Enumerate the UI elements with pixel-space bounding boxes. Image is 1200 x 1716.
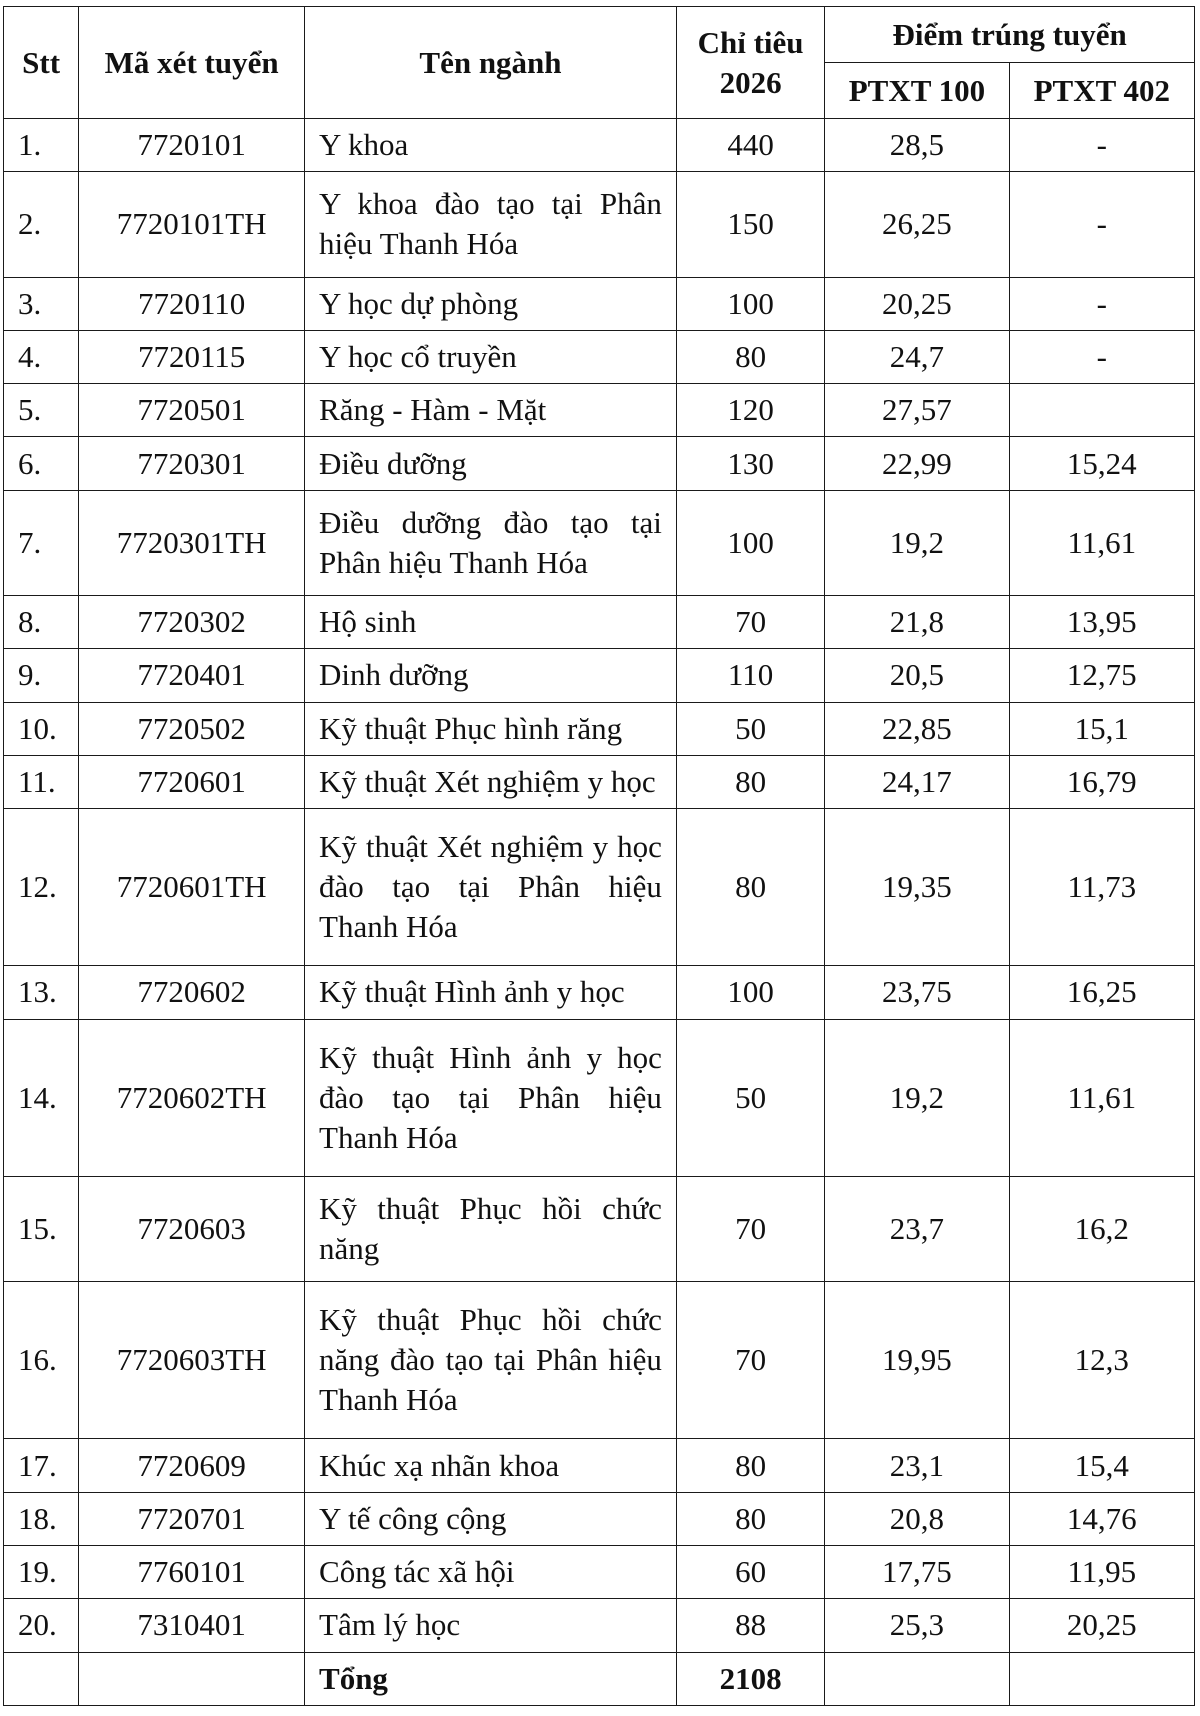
table-row	[4, 1492, 1195, 1545]
header-score-group: Điểm trúng tuyển	[825, 7, 1195, 63]
code-cell: 7720603	[79, 1176, 305, 1281]
stt-cell: 1.	[4, 119, 79, 172]
stt-cell: 5.	[4, 384, 79, 437]
quota-cell: 88	[676, 1599, 824, 1652]
header-method-402: PTXT 402	[1009, 63, 1194, 119]
quota-cell: 80	[676, 809, 824, 966]
score-100-cell: 27,57	[825, 384, 1009, 437]
table-row	[4, 702, 1195, 755]
header-quota-line1: Chỉ tiêu	[697, 24, 804, 60]
code-cell: 7720401	[79, 649, 305, 702]
header-quota-line2: 2026	[719, 64, 782, 100]
stt-cell: 10.	[4, 702, 79, 755]
total-score-100-cell	[825, 1652, 1009, 1705]
table-row	[4, 966, 1195, 1019]
name-cell: Công tác xã hội	[305, 1545, 677, 1598]
code-cell: 7720301	[79, 437, 305, 490]
stt-cell: 20.	[4, 1599, 79, 1652]
code-cell: 7720609	[79, 1439, 305, 1492]
table-row	[4, 330, 1195, 383]
score-100-cell: 20,8	[825, 1492, 1009, 1545]
table-row	[4, 119, 1195, 172]
score-402-cell: 16,2	[1009, 1176, 1194, 1281]
score-402-cell: -	[1009, 119, 1194, 172]
table-row	[4, 1439, 1195, 1492]
name-cell: Kỹ thuật Phục hồi chức năng	[305, 1176, 677, 1281]
score-100-cell: 22,85	[825, 702, 1009, 755]
score-402-cell: 20,25	[1009, 1599, 1194, 1652]
table-row	[4, 1176, 1195, 1281]
stt-cell: 13.	[4, 966, 79, 1019]
header-name: Tên ngành	[305, 7, 677, 119]
stt-cell: 14.	[4, 1019, 79, 1176]
quota-cell: 80	[676, 1439, 824, 1492]
score-402-cell: 12,3	[1009, 1282, 1194, 1439]
score-402-cell: 15,24	[1009, 437, 1194, 490]
score-100-cell: 21,8	[825, 595, 1009, 648]
stt-cell: 7.	[4, 490, 79, 595]
name-cell: Kỹ thuật Hình ảnh y học đào tạo tại Phân hiệu Thanh Hóa	[305, 1019, 677, 1176]
score-100-cell: 23,7	[825, 1176, 1009, 1281]
quota-cell: 50	[676, 702, 824, 755]
quota-cell: 440	[676, 119, 824, 172]
table-row	[4, 490, 1195, 595]
score-402-cell: 15,1	[1009, 702, 1194, 755]
score-100-cell: 19,2	[825, 1019, 1009, 1176]
score-100-cell: 20,25	[825, 277, 1009, 330]
score-402-cell: 14,76	[1009, 1492, 1194, 1545]
quota-cell: 110	[676, 649, 824, 702]
code-cell: 7720501	[79, 384, 305, 437]
name-cell: Kỹ thuật Xét nghiệm y học đào tạo tại Phân hiệu Thanh Hóa	[305, 809, 677, 966]
name-cell: Kỹ thuật Phục hình răng	[305, 702, 677, 755]
code-cell: 7720502	[79, 702, 305, 755]
score-100-cell: 23,1	[825, 1439, 1009, 1492]
score-100-cell: 19,35	[825, 809, 1009, 966]
quota-cell: 80	[676, 755, 824, 808]
stt-cell: 3.	[4, 277, 79, 330]
quota-cell: 130	[676, 437, 824, 490]
total-quota: 2108	[676, 1652, 824, 1705]
name-cell: Kỹ thuật Xét nghiệm y học	[305, 755, 677, 808]
score-402-cell	[1009, 384, 1194, 437]
score-402-cell: -	[1009, 330, 1194, 383]
table-body	[4, 119, 1195, 1706]
name-cell: Điều dưỡng đào tạo tại Phân hiệu Thanh Hóa	[305, 490, 677, 595]
table-row	[4, 1019, 1195, 1176]
table-row	[4, 595, 1195, 648]
score-402-cell: -	[1009, 172, 1194, 277]
header-code: Mã xét tuyển	[79, 7, 305, 119]
score-402-cell: 13,95	[1009, 595, 1194, 648]
score-402-cell: 15,4	[1009, 1439, 1194, 1492]
score-100-cell: 24,17	[825, 755, 1009, 808]
score-402-cell: 11,95	[1009, 1545, 1194, 1598]
score-100-cell: 23,75	[825, 966, 1009, 1019]
name-cell: Hộ sinh	[305, 595, 677, 648]
table-row	[4, 809, 1195, 966]
name-cell: Y học cổ truyền	[305, 330, 677, 383]
score-402-cell: 11,61	[1009, 1019, 1194, 1176]
table-row	[4, 1599, 1195, 1652]
total-score-402-cell	[1009, 1652, 1194, 1705]
score-100-cell: 19,95	[825, 1282, 1009, 1439]
stt-cell: 15.	[4, 1176, 79, 1281]
header-quota	[676, 7, 824, 119]
header-row-top	[4, 7, 1195, 63]
name-cell: Răng - Hàm - Mặt	[305, 384, 677, 437]
score-100-cell: 22,99	[825, 437, 1009, 490]
name-cell: Y tế công cộng	[305, 1492, 677, 1545]
table-row	[4, 649, 1195, 702]
stt-cell: 9.	[4, 649, 79, 702]
stt-cell: 19.	[4, 1545, 79, 1598]
score-100-cell: 28,5	[825, 119, 1009, 172]
quota-cell: 80	[676, 330, 824, 383]
score-402-cell: 11,61	[1009, 490, 1194, 595]
code-cell: 7720110	[79, 277, 305, 330]
quota-cell: 70	[676, 1176, 824, 1281]
name-cell: Điều dưỡng	[305, 437, 677, 490]
code-cell: 7720302	[79, 595, 305, 648]
name-cell: Tâm lý học	[305, 1599, 677, 1652]
name-cell: Khúc xạ nhãn khoa	[305, 1439, 677, 1492]
table-row	[4, 172, 1195, 277]
quota-cell: 120	[676, 384, 824, 437]
table-row	[4, 1545, 1195, 1598]
name-cell: Kỹ thuật Phục hồi chức năng đào tạo tại Phân hiệu Thanh Hóa	[305, 1282, 677, 1439]
score-402-cell: 12,75	[1009, 649, 1194, 702]
code-cell: 7720601TH	[79, 809, 305, 966]
stt-cell: 11.	[4, 755, 79, 808]
stt-cell: 16.	[4, 1282, 79, 1439]
quota-cell: 100	[676, 277, 824, 330]
code-cell: 7720301TH	[79, 490, 305, 595]
score-402-cell: -	[1009, 277, 1194, 330]
quota-cell: 70	[676, 595, 824, 648]
total-stt-cell	[4, 1652, 79, 1705]
total-row	[4, 1652, 1195, 1705]
score-100-cell: 25,3	[825, 1599, 1009, 1652]
code-cell: 7720602	[79, 966, 305, 1019]
stt-cell: 12.	[4, 809, 79, 966]
quota-cell: 80	[676, 1492, 824, 1545]
score-100-cell: 20,5	[825, 649, 1009, 702]
stt-cell: 17.	[4, 1439, 79, 1492]
score-402-cell: 11,73	[1009, 809, 1194, 966]
code-cell: 7310401	[79, 1599, 305, 1652]
code-cell: 7720101	[79, 119, 305, 172]
code-cell: 7720602TH	[79, 1019, 305, 1176]
table-row	[4, 437, 1195, 490]
score-100-cell: 19,2	[825, 490, 1009, 595]
table-row	[4, 1282, 1195, 1439]
code-cell: 7720701	[79, 1492, 305, 1545]
stt-cell: 4.	[4, 330, 79, 383]
header-stt: Stt	[4, 7, 79, 119]
score-100-cell: 26,25	[825, 172, 1009, 277]
score-100-cell: 17,75	[825, 1545, 1009, 1598]
quota-cell: 150	[676, 172, 824, 277]
table-row	[4, 384, 1195, 437]
quota-cell: 50	[676, 1019, 824, 1176]
stt-cell: 18.	[4, 1492, 79, 1545]
name-cell: Y khoa	[305, 119, 677, 172]
name-cell: Dinh dưỡng	[305, 649, 677, 702]
code-cell: 7720603TH	[79, 1282, 305, 1439]
stt-cell: 2.	[4, 172, 79, 277]
code-cell: 7720115	[79, 330, 305, 383]
name-cell: Y học dự phòng	[305, 277, 677, 330]
name-cell: Kỹ thuật Hình ảnh y học	[305, 966, 677, 1019]
table-row	[4, 755, 1195, 808]
score-100-cell: 24,7	[825, 330, 1009, 383]
total-label: Tổng	[305, 1652, 677, 1705]
header-method-100: PTXT 100	[825, 63, 1009, 119]
stt-cell: 8.	[4, 595, 79, 648]
table-row	[4, 277, 1195, 330]
admission-scores-table	[3, 6, 1195, 1706]
quota-cell: 60	[676, 1545, 824, 1598]
name-cell: Y khoa đào tạo tại Phân hiệu Thanh Hóa	[305, 172, 677, 277]
stt-cell: 6.	[4, 437, 79, 490]
quota-cell: 100	[676, 966, 824, 1019]
quota-cell: 70	[676, 1282, 824, 1439]
score-402-cell: 16,79	[1009, 755, 1194, 808]
quota-cell: 100	[676, 490, 824, 595]
code-cell: 7720601	[79, 755, 305, 808]
score-402-cell: 16,25	[1009, 966, 1194, 1019]
code-cell: 7760101	[79, 1545, 305, 1598]
code-cell: 7720101TH	[79, 172, 305, 277]
total-code-cell	[79, 1652, 305, 1705]
